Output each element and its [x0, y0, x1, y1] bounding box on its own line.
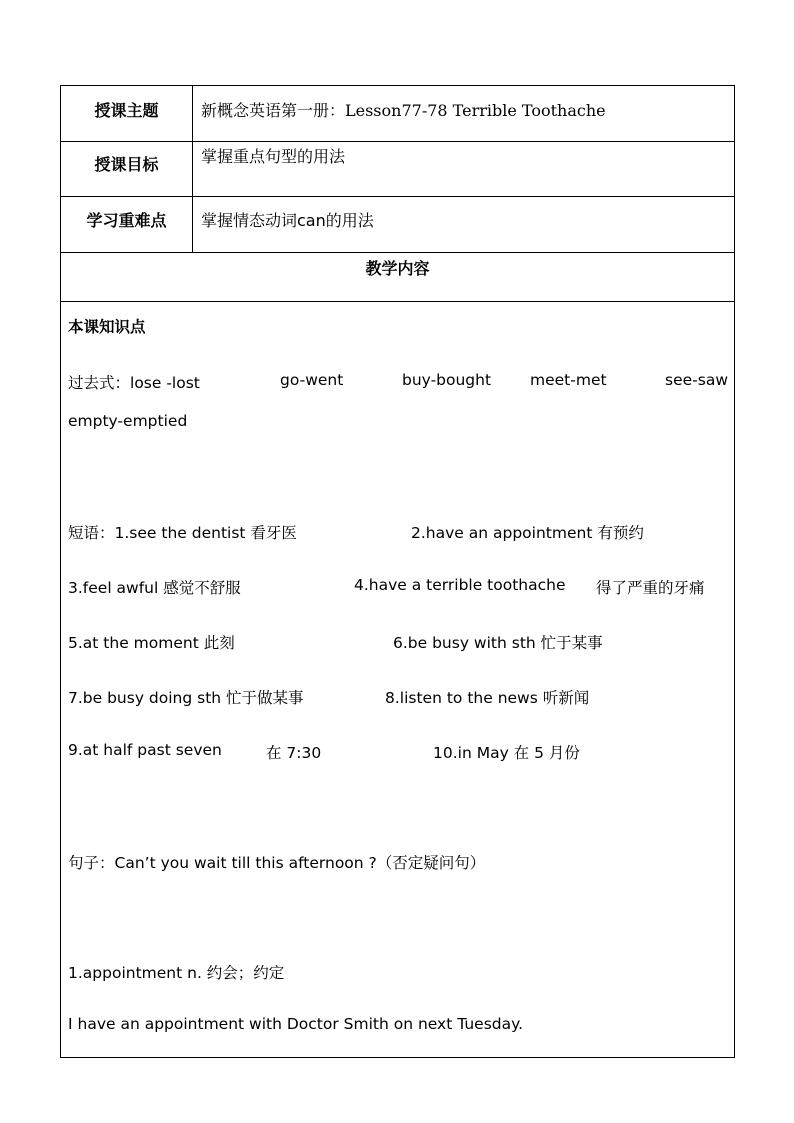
- topic-value: 新概念英语第一册：Lesson77-78 Terrible Toothache: [201, 101, 606, 120]
- past-tense-prefix: 过去式：: [68, 374, 131, 392]
- knowledge-title: 本课知识点: [68, 317, 146, 336]
- goal-label: 授课目标: [94, 155, 159, 174]
- section-title: 教学内容: [365, 259, 430, 278]
- past-tense-line: [68, 371, 200, 393]
- topic-label: 授课主题: [94, 101, 159, 120]
- goal-value: 掌握重点句型的用法: [201, 147, 346, 166]
- phrase-item: 8.listen to the news 听新闻: [385, 689, 590, 707]
- phrase-item: 2.have an appointment 有预约: [411, 524, 644, 542]
- past-tense-item: empty-emptied: [68, 412, 188, 430]
- phrases-prefix: 短语：: [68, 524, 115, 542]
- phrase-item: 在 7:30: [266, 744, 322, 762]
- row-divider: [61, 141, 734, 142]
- row-divider: [61, 196, 734, 197]
- vocab-example: I have an appointment with Doctor Smith on next Tuesday.: [68, 1015, 523, 1033]
- row-divider: [61, 252, 734, 253]
- phrase-item: 3.feel awful 感觉不舒服: [68, 579, 241, 597]
- sentence-line: 句子：Can’t you wait till this afternoon ?（否定疑问句）: [68, 854, 486, 872]
- difficulty-value: 掌握情态动词can的用法: [201, 211, 374, 230]
- phrase-item: 6.be busy with sth 忙于某事: [393, 634, 603, 652]
- phrase-item: 4.have a terrible toothache: [354, 576, 566, 594]
- past-tense-item: meet-met: [530, 371, 607, 389]
- phrase-item: 9.at half past seven: [68, 741, 222, 759]
- phrase-item: 1.see the dentist 看牙医: [114, 524, 297, 542]
- row-divider: [61, 301, 734, 302]
- phrase-item: 7.be busy doing sth 忙于做某事: [68, 689, 304, 707]
- vocab-word: 1.appointment n. 约会；约定: [68, 964, 285, 982]
- past-tense-item: lose -lost: [130, 374, 200, 392]
- past-tense-item: go-went: [280, 371, 344, 389]
- lesson-plan-table: [60, 85, 735, 1058]
- phrase-line: [68, 521, 297, 543]
- past-tense-item: see-saw: [665, 371, 728, 389]
- phrase-item: 得了严重的牙痛: [596, 579, 705, 597]
- phrase-item: 10.in May 在 5 月份: [433, 744, 580, 762]
- phrase-item: 5.at the moment 此刻: [68, 634, 235, 652]
- column-divider: [192, 86, 193, 252]
- difficulty-label: 学习重难点: [86, 211, 167, 230]
- past-tense-item: buy-bought: [402, 371, 492, 389]
